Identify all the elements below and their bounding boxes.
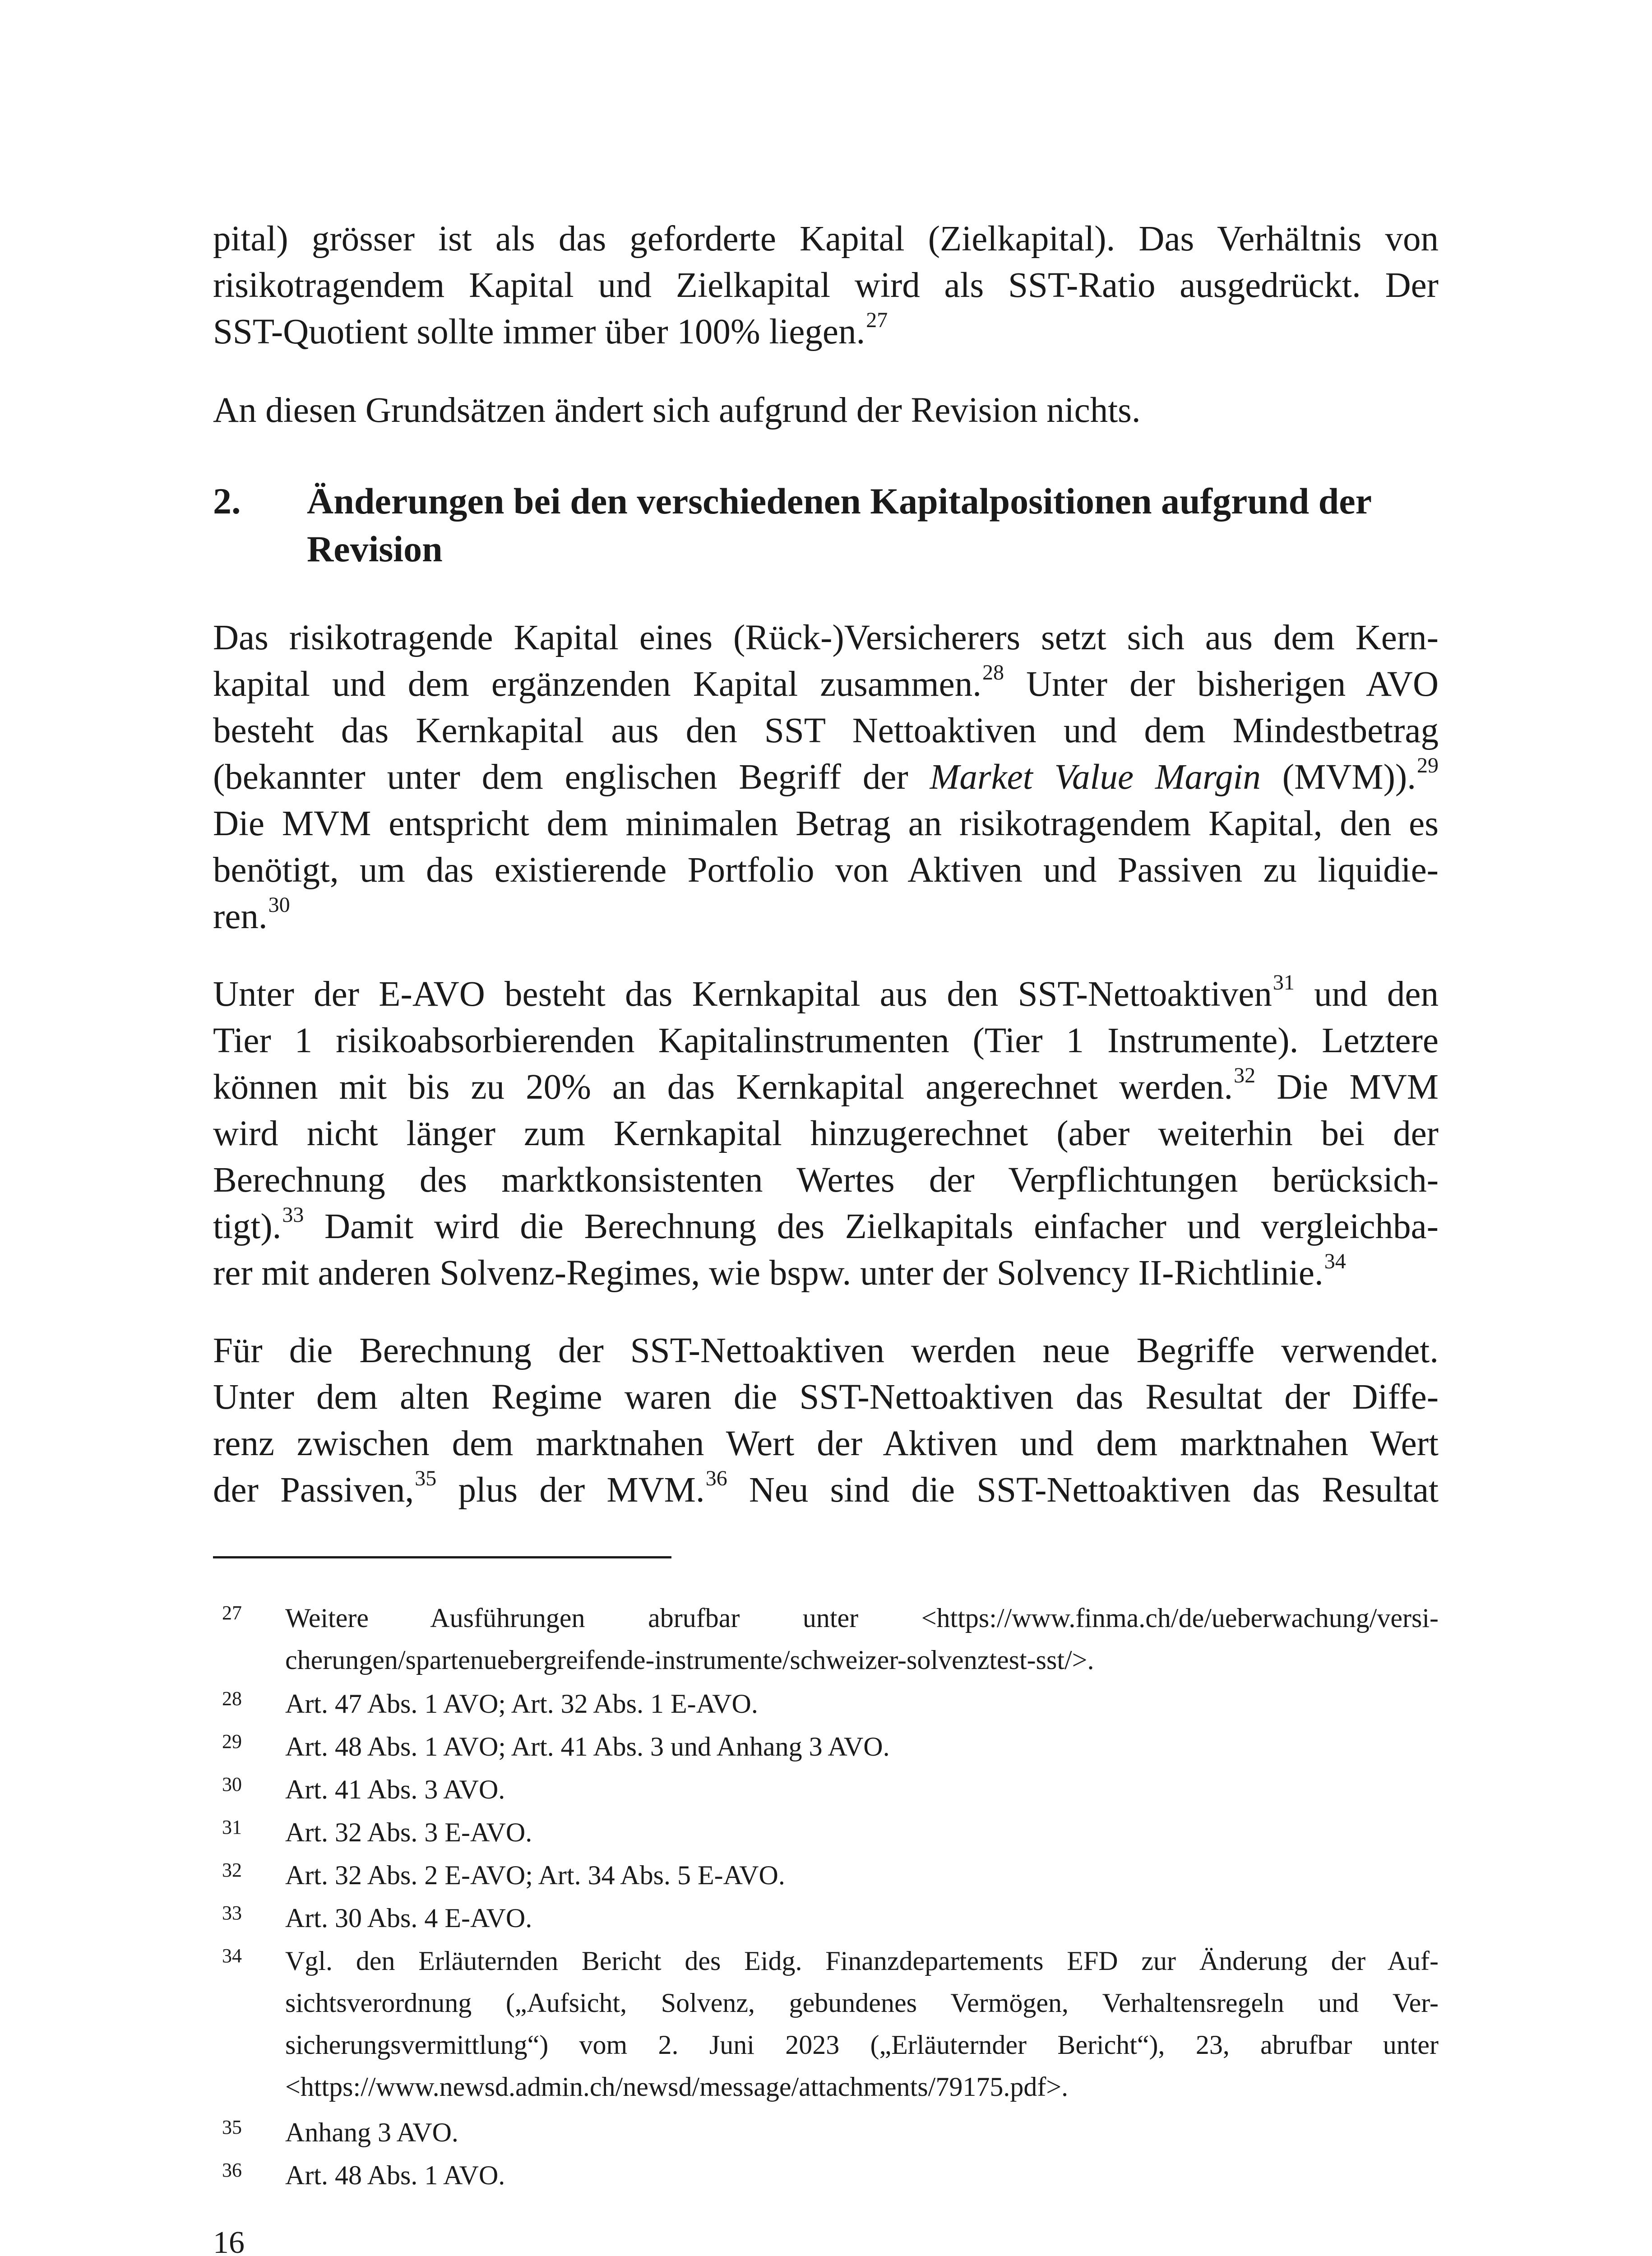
text-segment: kapital und dem ergänzenden Kapital zusammen. [213, 665, 981, 704]
paragraph-risk-bearing-capital [213, 615, 1439, 940]
text-line: wird nicht länger zum Kernkapital hinzugerechnet (aber weiterhin bei der [213, 1114, 1439, 1153]
text-segment: (MVM)). [1260, 758, 1416, 797]
footnote-line: Art. 32 Abs. 2 E-AVO; Art. 34 Abs. 5 E-AVO. [285, 1860, 785, 1890]
footnote-ref: 34 [1324, 1249, 1346, 1273]
text-line: Unter dem alten Regime waren die SST-Nettoaktiven das Resultat der Diffe- [213, 1378, 1439, 1417]
text-line [213, 1250, 1439, 1296]
footnote-ref: 28 [982, 661, 1004, 684]
footnote-number: 28 [222, 1687, 242, 1710]
footnote-separator [213, 1556, 671, 1558]
text-line: Das risikotragende Kapital eines (Rück-)Versicherers setzt sich aus dem Kern- [213, 618, 1439, 657]
footnote-line: Art. 30 Abs. 4 E-AVO. [285, 1903, 532, 1933]
text-line [213, 1467, 1439, 1513]
footnote-text [285, 2112, 1439, 2154]
text-line [213, 309, 1439, 355]
footnote-line: Art. 41 Abs. 3 AVO. [285, 1775, 505, 1804]
footnote-number: 29 [222, 1730, 242, 1752]
footnote-text [285, 2154, 1439, 2196]
text-line: An diesen Grundsätzen ändert sich aufgrund der Revision nichts. [213, 391, 1141, 430]
text-segment: (bekannter unter dem englischen Begriff der [213, 758, 930, 797]
footnote-ref: 27 [866, 308, 888, 332]
footnote-line: Art. 47 Abs. 1 AVO; Art. 32 Abs. 1 E-AVO. [285, 1689, 758, 1719]
footnote-text [285, 1726, 1439, 1768]
text-segment: ren. [213, 897, 268, 936]
text-line [213, 893, 1439, 940]
footnote-text [285, 1769, 1439, 1811]
text-segment: SST-Quotient sollte immer über 100% liegen. [213, 312, 865, 351]
footnote-line: Art. 48 Abs. 1 AVO; Art. 41 Abs. 3 und Anhang 3 AVO. [285, 1732, 890, 1761]
text-line: Tier 1 risikoabsorbierenden Kapitalinstrumenten (Tier 1 Instrumente). Letztere [213, 1021, 1439, 1060]
heading-line: Revision [307, 528, 443, 569]
footnote-number: 34 [222, 1945, 242, 1967]
text-segment: rer mit anderen Solvenz-Regimes, wie bspw. unter der Solvency II-Richtlinie. [213, 1253, 1323, 1293]
paragraph-principles [213, 387, 1439, 434]
text-line: pital) grösser ist als das geforderte Kapital (Zielkapital). Das Verhältnis von [213, 219, 1439, 259]
footnote-line: <https://www.newsd.admin.ch/newsd/message/attachments/79175.pdf>. [285, 2072, 1069, 2102]
text-line [213, 1203, 1439, 1250]
heading-line: Änderungen bei den verschiedenen Kapitalpositionen aufgrund der [307, 481, 1372, 522]
text-line: Die MVM entspricht dem minimalen Betrag an risikotragendem Kapital, den es [213, 804, 1439, 843]
footnote-ref: 31 [1273, 971, 1295, 994]
footnote-number: 27 [222, 1602, 242, 1624]
text-segment: Neu sind die SST-Nettoaktiven das Resultat [727, 1470, 1439, 1510]
footnote-text [285, 1597, 1439, 1681]
footnote-ref: 35 [415, 1466, 437, 1490]
footnote-line: Anhang 3 AVO. [285, 2117, 458, 2147]
footnote-ref: 33 [282, 1203, 304, 1227]
footnote-number: 35 [222, 2116, 242, 2138]
footnote-ref: 32 [1234, 1063, 1256, 1087]
text-segment: der Passiven, [213, 1470, 414, 1510]
emphasis-term: Market Value Margin [930, 758, 1261, 797]
footnote-ref: 29 [1417, 754, 1439, 777]
footnote-text [285, 1812, 1439, 1854]
text-segment: Damit wird die Berechnung des Zielkapitals einfacher und vergleichba- [304, 1207, 1439, 1246]
text-line: besteht das Kernkapital aus den SST Nettoaktiven und dem Mindestbetrag [213, 711, 1439, 750]
footnote-text [285, 1854, 1439, 1896]
footnote-line: Art. 48 Abs. 1 AVO. [285, 2160, 505, 2190]
footnote-line: cherungen/spartenuebergreifende-instrumente/schweizer-solvenztest-sst/>. [285, 1645, 1094, 1675]
footnote-ref: 36 [705, 1466, 727, 1490]
footnote-line: Art. 32 Abs. 3 E-AVO. [285, 1817, 532, 1847]
footnote-number: 33 [222, 1902, 242, 1924]
text-line [213, 754, 1439, 800]
page-number: 16 [213, 2225, 245, 2256]
text-line: risikotragendem Kapital und Zielkapital wird als SST-Ratio ausgedrückt. Der [213, 266, 1439, 305]
section-number: 2. [213, 481, 241, 522]
footnote-text [285, 1897, 1439, 1939]
text-line: benötigt, um das existierende Portfolio von Aktiven und Passiven zu liquidie- [213, 851, 1439, 890]
section-title [307, 477, 1439, 573]
footnote-line: Weitere Ausführungen abrufbar unter <https://www.finma.ch/de/ueberwachung/versi- [285, 1603, 1439, 1633]
text-line [213, 971, 1439, 1017]
text-segment: plus der MVM. [436, 1470, 705, 1510]
footnote-line: sichtsverordnung („Aufsicht, Solvenz, gebundenes Vermögen, Verhaltensregeln und Ver- [285, 1988, 1439, 2018]
footnote-number: 30 [222, 1773, 242, 1795]
text-segment: tigt). [213, 1207, 282, 1246]
text-line: renz zwischen dem marktnahen Wert der Aktiven und dem marktnahen Wert [213, 1424, 1439, 1463]
text-line [213, 1064, 1439, 1110]
paragraph-sst-ratio [213, 216, 1439, 355]
paragraph-sst-net-assets [213, 1327, 1439, 1513]
text-line: Berechnung des marktkonsistenten Wertes der Verpflichtungen berücksich- [213, 1160, 1439, 1200]
footnote-text [285, 1940, 1439, 2108]
paragraph-e-avo [213, 971, 1439, 1296]
text-segment: Unter der E-AVO besteht das Kernkapital aus den SST-Nettoaktiven [213, 975, 1272, 1014]
text-segment: können mit bis zu 20% an das Kernkapital angerechnet werden. [213, 1068, 1233, 1107]
footnote-ref: 30 [268, 893, 290, 917]
text-line: Für die Berechnung der SST-Nettoaktiven werden neue Begriffe verwendet. [213, 1331, 1439, 1370]
text-line [213, 661, 1439, 707]
footnote-number: 32 [222, 1859, 242, 1881]
footnote-number: 36 [222, 2159, 242, 2181]
footnote-number: 31 [222, 1816, 242, 1838]
text-segment: Unter der bisherigen AVO [1004, 665, 1439, 704]
footnote-line: Vgl. den Erläuternden Bericht des Eidg. Finanzdepartements EFD zur Änderung der Auf- [285, 1946, 1439, 1976]
footnote-line: sicherungsvermittlung“) vom 2. Juni 2023 („Erläuternder Bericht“), 23, abrufbar unter [285, 2030, 1439, 2060]
text-segment: Die MVM [1255, 1068, 1439, 1107]
footnote-text [285, 1683, 1439, 1725]
text-segment: und den [1294, 975, 1439, 1014]
